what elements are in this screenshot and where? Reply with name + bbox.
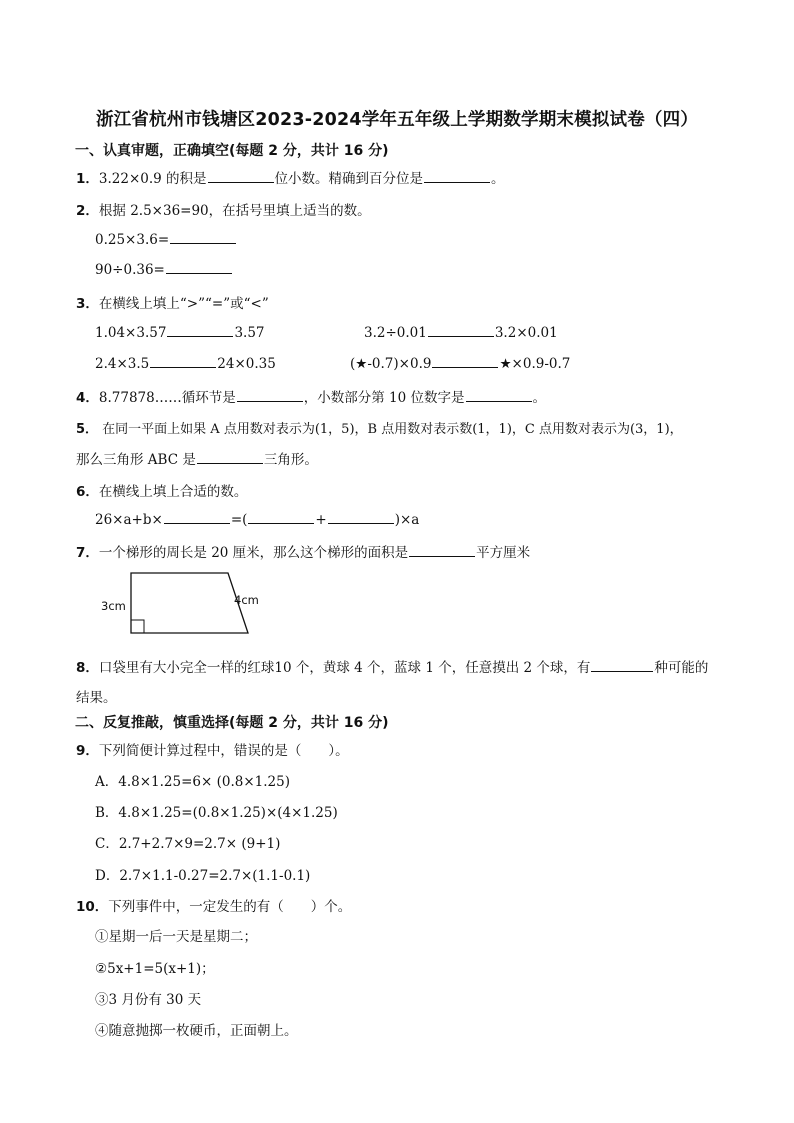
question-text: 8.77878……循环节是: [98, 390, 236, 406]
question-text: 口袋里有大小完全一样的红球10 个，黄球 4 个，蓝球 1 个，任意摸出 2 个球，有: [98, 660, 591, 676]
question-number: 3．: [76, 296, 99, 312]
trapezoid-figure: [95, 565, 275, 645]
answer-blank[interactable]: [424, 170, 490, 183]
event-item-3: [95, 988, 201, 1008]
question-text: 三角形。: [263, 452, 318, 468]
question-text: 在横线上填上“>”“=”或“<”: [98, 296, 269, 312]
question-number: 1．: [76, 171, 99, 187]
expression: 1.04×3.57: [95, 325, 167, 341]
section-heading-fill-in: 一、认真审题，正确填空(每题 2 分，共计 16 分): [75, 143, 389, 159]
trapezoid-side-label: 4cm: [234, 593, 259, 607]
answer-blank[interactable]: [197, 451, 263, 464]
question-4: [76, 386, 546, 406]
question-number: 5．: [76, 422, 99, 437]
question-text: 下列事件中，一定发生的有（ ）个。: [108, 899, 352, 915]
question-7: [76, 541, 530, 561]
choice-option-b[interactable]: B．4.8×1.25=(0.8×1.25)×(4×1.25): [95, 805, 338, 821]
question-number: 10．: [76, 899, 109, 915]
answer-blank[interactable]: [432, 355, 498, 368]
item-marker: ③: [95, 992, 109, 1008]
answer-blank[interactable]: [591, 659, 653, 672]
expression: )×a: [394, 512, 420, 528]
page-title: 浙江省杭州市钱塘区2023-2024学年五年级上学期数学期末模拟试卷（四）: [95, 110, 699, 130]
answer-blank[interactable]: [164, 511, 230, 524]
expression: 0.25×3.6=: [95, 232, 170, 248]
expression: ★×0.9-0.7: [499, 356, 571, 372]
right-angle-mark: [131, 620, 144, 633]
answer-blank[interactable]: [150, 355, 216, 368]
answer-blank[interactable]: [466, 389, 532, 402]
question-number: 7．: [76, 545, 99, 561]
expression: 3.57: [234, 325, 265, 341]
question-text: 在同一平面上如果 A 点用数对表示为(1，5)，B 点用数对表示数(1，1)，C 点用数对表示为(3，1)，: [98, 422, 683, 437]
item-marker: ②: [95, 961, 108, 977]
question-number: 6．: [76, 484, 99, 500]
question-text: 一个梯形的周长是 20 厘米，那么这个梯形的面积是: [98, 545, 409, 561]
question-number: 9．: [76, 743, 99, 759]
answer-blank[interactable]: [248, 511, 314, 524]
expression: (★-0.7)×0.9: [350, 356, 432, 372]
question-text: 3.22×0.9 的积是: [98, 171, 207, 187]
answer-blank[interactable]: [428, 324, 494, 337]
answer-blank[interactable]: [166, 261, 232, 274]
question-text: 。: [532, 390, 546, 406]
question-text: 在横线上填上合适的数。: [98, 484, 248, 500]
event-item-2: [95, 957, 215, 977]
question-6-equation: [95, 511, 419, 528]
event-text: 5x+1=5(x+1)；: [107, 961, 215, 977]
compare-row-1-left: [95, 324, 265, 341]
question-text: 那么三角形 ABC 是: [76, 452, 196, 468]
question-8-line-2: 结果。: [76, 690, 117, 706]
expression: 3.2÷0.01: [364, 325, 427, 341]
expression: 2.4×3.5: [95, 356, 150, 372]
question-2-sub-1: [95, 231, 237, 248]
question-text: 下列简便计算过程中，错误的是（ ）。: [98, 743, 349, 759]
question-number: 4．: [76, 390, 99, 406]
event-item-4: [95, 1019, 298, 1039]
compare-row-2-left: [95, 355, 276, 372]
choice-option-c[interactable]: C．2.7+2.7×9=2.7× (9+1): [95, 836, 281, 852]
expression: 90÷0.36=: [95, 262, 165, 278]
question-text: 根据 2.5×36=90，在括号里填上适当的数。: [98, 203, 371, 219]
question-5: [76, 418, 683, 437]
answer-blank[interactable]: [167, 324, 233, 337]
question-5-line-2: [76, 448, 318, 468]
event-text: 星期一后一天是星期二；: [108, 929, 257, 945]
trapezoid-shape: [131, 573, 248, 633]
trapezoid-height-label: 3cm: [101, 599, 126, 613]
answer-blank[interactable]: [328, 511, 394, 524]
expression: 26×a+b×: [95, 512, 163, 528]
question-9: [76, 739, 349, 759]
question-6: [76, 480, 247, 500]
choice-option-a[interactable]: A．4.8×1.25=6× (0.8×1.25): [95, 774, 290, 790]
question-10: [76, 895, 351, 915]
event-text: 随意抛掷一枚硬币，正面朝上。: [108, 1023, 298, 1039]
event-text: 3 月份有 30 天: [108, 992, 202, 1008]
question-number: 8．: [76, 660, 99, 676]
answer-blank[interactable]: [170, 231, 236, 244]
answer-blank[interactable]: [208, 170, 274, 183]
question-8: [76, 656, 708, 676]
question-text: 。: [491, 171, 505, 187]
event-item-1: [95, 925, 257, 945]
expression: 3.2×0.01: [494, 325, 558, 341]
answer-blank[interactable]: [409, 544, 475, 557]
question-3: [76, 292, 269, 312]
question-text: 平方厘米: [476, 545, 531, 561]
answer-blank[interactable]: [237, 389, 303, 402]
question-text: 位小数。精确到百分位是: [274, 171, 424, 187]
question-2: [76, 199, 371, 219]
choice-option-d[interactable]: D．2.7×1.1-0.27=2.7×(1.1-0.1): [95, 868, 311, 884]
question-text: 种可能的: [654, 660, 709, 676]
compare-row-2-right: [350, 355, 570, 372]
question-2-sub-2: [95, 261, 233, 278]
expression: =(: [230, 512, 248, 528]
question-number: 2．: [76, 203, 99, 219]
question-1: [76, 167, 505, 187]
section-heading-multiple-choice: 二、反复推敲，慎重选择(每题 2 分，共计 16 分): [75, 715, 389, 731]
item-marker: ①: [95, 929, 109, 945]
question-text: ，小数部分第 10 位数字是: [303, 390, 465, 406]
expression: 24×0.35: [217, 356, 276, 372]
expression: +: [315, 512, 327, 528]
item-marker: ④: [95, 1023, 109, 1039]
compare-row-1-right: [364, 324, 558, 341]
